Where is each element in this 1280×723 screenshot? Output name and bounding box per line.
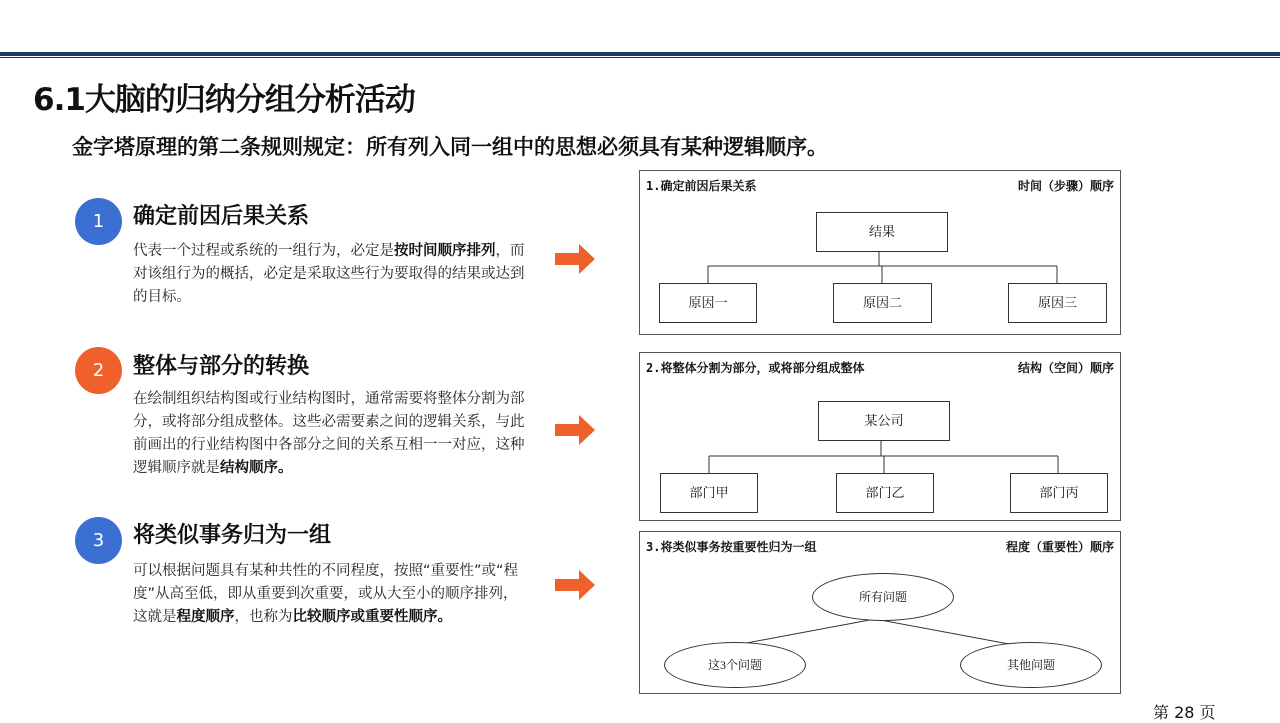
section-body-2 [133,388,525,480]
panel-3-order-type: 程度（重要性）顺序 [1005,540,1114,554]
page-title: 6.1大脑的归纳分组分析活动 [33,82,415,118]
panel-3-child-ellipse: 其他问题 [960,642,1102,688]
section-number-3: 3 [75,517,122,564]
section-heading-2: 整体与部分的转换 [133,354,310,379]
page-subtitle: 金字塔原理的第二条规则规定：所有列入同一组中的思想必须具有某种逻辑顺序。 [72,135,828,159]
emphasis-text: 结构顺序。 [220,460,293,476]
header-rule [0,52,1280,56]
diagram-panel-3 [639,531,1121,694]
panel-2-order-type: 结构（空间）顺序 [1017,361,1114,375]
panel-2-root-box: 某公司 [818,401,950,441]
panel-2-child-box: 部门丙 [1010,473,1108,513]
body-text: 在绘制组织结构图或行业结构图时，通常需要将整体分割为部分，或将部分组成整体。这些必需要素之间的逻辑关系，与此前画出的行业结构图中各部分之间的关系互相一一对应，这种逻辑顺序就是 [133,391,525,476]
emphasis-text: 程度顺序 [176,609,235,625]
emphasis-text: 按时间顺序排列 [394,243,496,259]
section-number-1: 1 [75,198,122,245]
body-text: 可以根据问题具有某种共性的不同程度，按照“重要性”或“程度”从高至低，即从重要到次重要，或从大至小的顺序排列，这就是 [133,563,519,625]
panel-1-order-type: 时间（步骤）顺序 [1017,179,1114,193]
panel-3-root-ellipse: 所有问题 [812,573,954,621]
body-text: ，而对该组行为的概括，必定是采取这些行为要取得的结果或达到的目标。 [133,243,525,305]
panel-1-root-box: 结果 [816,212,948,252]
diagram-panel-2 [639,352,1121,521]
body-text: 代表一个过程或系统的一组行为，必定是 [133,243,394,259]
section-heading-1: 确定前因后果关系 [133,204,310,229]
right-arrow-icon [555,244,595,274]
section-body-1 [133,240,525,309]
panel-3-title: 3.将类似事务按重要性归为一组 [646,540,817,554]
diagram-panel-1 [639,170,1121,335]
panel-1-child-box: 原因二 [833,283,932,323]
panel-3-child-ellipse: 这3个问题 [664,642,806,688]
section-heading-3: 将类似事务归为一组 [133,523,332,548]
panel-1-child-box: 原因三 [1008,283,1107,323]
page-number: 第 28 页 [1153,703,1216,722]
panel-2-child-box: 部门甲 [660,473,758,513]
header-rule-thin [0,57,1280,58]
emphasis-text: 比较顺序或重要性顺序。 [292,609,452,625]
right-arrow-icon [555,415,595,445]
right-arrow-icon [555,570,595,600]
section-body-3 [133,560,525,629]
panel-1-child-box: 原因一 [659,283,757,323]
panel-2-child-box: 部门乙 [836,473,934,513]
section-number-2: 2 [75,347,122,394]
body-text: ，也称为 [234,609,293,625]
panel-1-title: 1.确定前因后果关系 [646,179,757,193]
panel-2-title: 2.将整体分割为部分，或将部分组成整体 [646,361,865,375]
